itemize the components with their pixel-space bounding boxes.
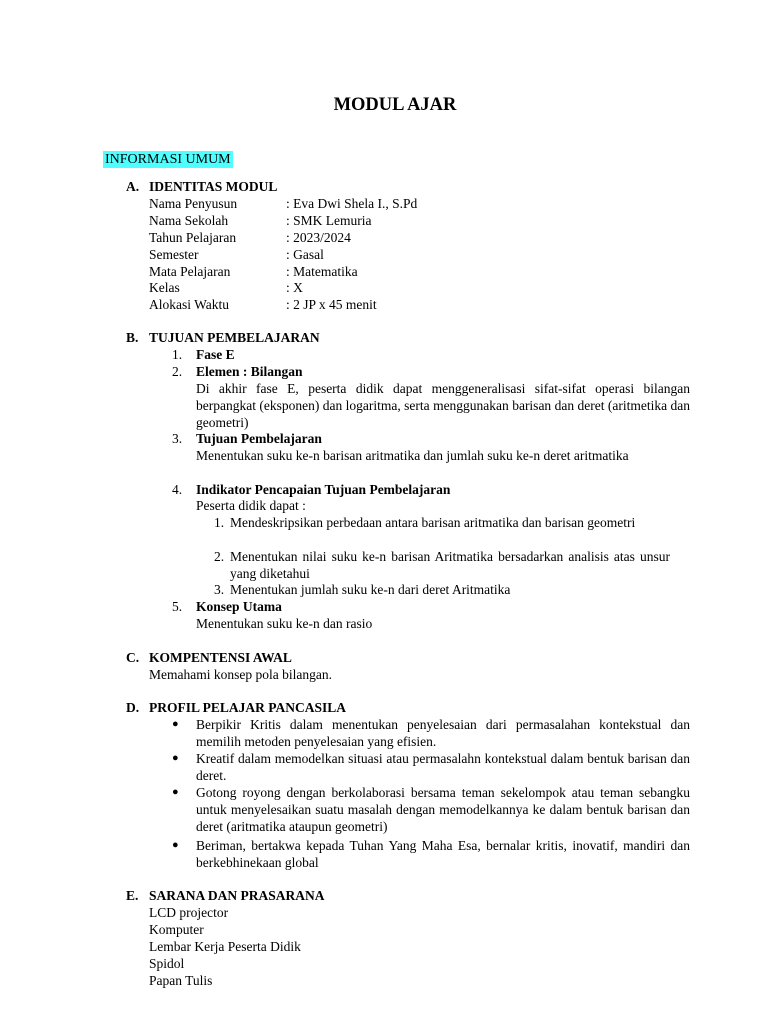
bullet-text: Beriman, bertakwa kepada Tuhan Yang Maha Esa, bernalar kritis, inovatif, mandiri dan berkebhinekaan global [196,838,690,870]
list-item-title: Fase E [196,347,235,362]
identity-label: Semester [149,247,199,262]
list-item-body: Menentukan suku ke-n barisan aritmatika dan jumlah suku ke-n deret aritmatika [196,448,629,463]
list-number: 1. [172,347,183,362]
section-c-title: KOMPENTENSI AWAL [149,650,292,665]
facility-item: Komputer [149,922,204,937]
facility-item: LCD projector [149,905,229,920]
section-e-letter: E. [126,888,139,903]
identity-label: Nama Sekolah [149,213,229,228]
section-a-title: IDENTITAS MODUL [149,179,278,194]
section-d-title: PROFIL PELAJAR PANCASILA [149,700,347,715]
list-item-title: Tujuan Pembelajaran [196,431,322,446]
sub-list-number: 1. [214,515,225,530]
identity-label: Nama Penyusun [149,196,238,211]
identity-label: Mata Pelajaran [149,264,231,279]
sub-list-number: 2. [214,549,225,564]
list-item-body: Peserta didik dapat : [196,498,306,513]
identity-label: Alokasi Waktu [149,297,230,312]
identity-value: : Gasal [286,247,324,262]
facility-item: Lembar Kerja Peserta Didik [149,939,301,954]
page-title: MODUL AJAR [333,95,457,115]
bullet-icon: ● [172,752,179,764]
info-umum-heading: INFORMASI UMUM [105,152,231,167]
list-number: 3. [172,431,183,446]
list-item-body: Di akhir fase E, peserta didik dapat menggeneralisasi sifat-sifat operasi bilangan berpangkat (eksponen) dan logaritma, serta menggunakan barisan dan deret (aritmetika dan geometri) [196,381,690,430]
list-number: 5. [172,599,183,614]
sub-list-text: Mendeskripsikan perbedaan antara barisan aritmatika dan barisan geometri [230,515,636,530]
facility-item: Spidol [149,956,185,971]
sub-list-number: 3. [214,582,225,597]
identity-value: : Matematika [286,264,358,279]
list-number: 4. [172,482,183,497]
identity-value: : X [286,280,303,295]
bullet-text: Berpikir Kritis dalam menentukan penyelesaian dari permasalahan kontekstual dan memilih metoden penyelesaian yang efisien. [196,717,690,749]
identity-value: : Eva Dwi Shela I., S.Pd [286,196,418,211]
bullet-icon: ● [172,786,179,798]
section-e-title: SARANA DAN PRASARANA [149,888,325,903]
bullet-icon: ● [172,718,179,730]
facility-item: Papan Tulis [149,973,213,988]
bullet-text: Gotong royong dengan berkolaborasi bersama teman sekelompok atau teman sebangku untuk menyelesaikan suatu masalah dengan memodelkannya ke dalam bentuk barisan dan deret (aritmatika ataupun geometri) [196,785,690,834]
identity-label: Kelas [149,280,180,295]
identity-value: : 2 JP x 45 menit [286,297,377,312]
bullet-icon: ● [172,839,179,851]
sub-list-text: Menentukan nilai suku ke-n barisan Aritmatika bersadarkan analisis atas unsur yang diketahui [230,549,670,581]
list-number: 2. [172,364,183,379]
bullet-text: Kreatif dalam memodelkan situasi atau permasalahn kontekstual dalam bentuk barisan dan deret. [196,751,690,783]
section-a-letter: A. [126,179,140,194]
identity-value: : 2023/2024 [286,230,351,245]
list-item-title: Konsep Utama [196,599,282,614]
section-b-letter: B. [126,330,139,345]
list-item-title: Indikator Pencapaian Tujuan Pembelajaran [196,482,451,497]
sub-list-text: Menentukan jumlah suku ke-n dari deret Aritmatika [230,582,511,597]
identity-label: Tahun Pelajaran [149,230,237,245]
identity-value: : SMK Lemuria [286,213,372,228]
list-item-body: Menentukan suku ke-n dan rasio [196,616,373,631]
section-d-letter: D. [126,700,140,715]
list-item-title: Elemen : Bilangan [196,364,303,379]
section-b-title: TUJUAN PEMBELAJARAN [149,330,320,345]
section-c-body: Memahami konsep pola bilangan. [149,667,332,682]
section-c-letter: C. [126,650,140,665]
